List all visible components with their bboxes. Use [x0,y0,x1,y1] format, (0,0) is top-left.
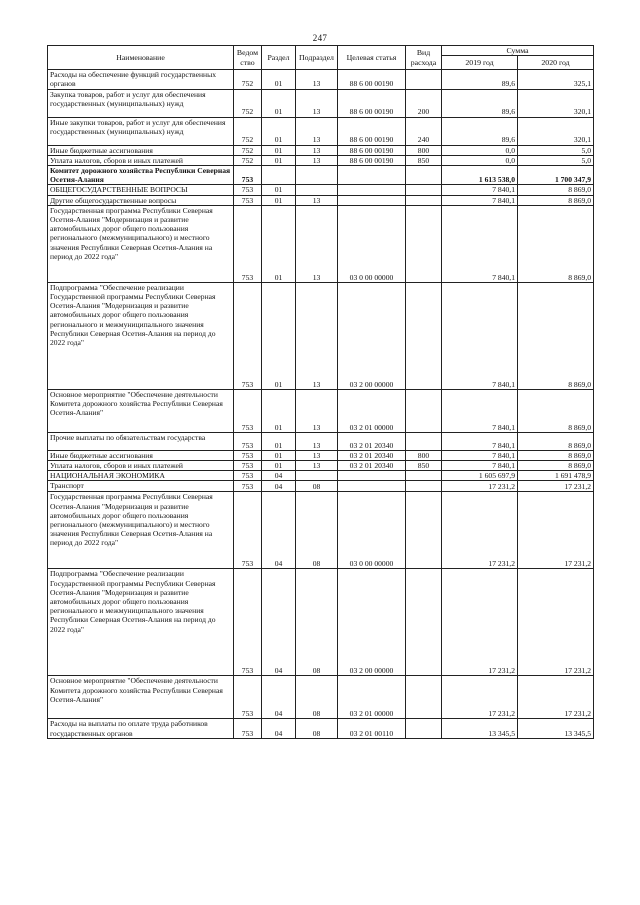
cell-2019: 7 840,1 [442,450,518,460]
cell-2019: 7 840,1 [442,432,518,450]
header-2020: 2020 год [518,56,594,70]
cell-vid [406,569,442,676]
cell-target: 88 6 00 00190 [338,117,406,145]
cell-target [338,195,406,205]
budget-table [47,45,594,739]
cell-podrazdel: 08 [296,676,338,719]
cell-name: НАЦИОНАЛЬНАЯ ЭКОНОМИКА [48,471,234,481]
table-row [48,492,594,569]
cell-name: Другие общегосударственные вопросы [48,195,234,205]
cell-name: Основное мероприятие "Обеспечение деятельности Комитета дорожного хозяйства Республики Северная Осетия-Алания" [48,676,234,719]
cell-vid [406,195,442,205]
table-row [48,450,594,460]
cell-target: 88 6 00 00190 [338,155,406,165]
cell-2019: 89,6 [442,89,518,117]
cell-2020: 5,0 [518,155,594,165]
cell-2019: 7 840,1 [442,389,518,432]
table-row [48,155,594,165]
header-2019: 2019 год [442,56,518,70]
cell-2019: 0,0 [442,145,518,155]
cell-2020: 8 869,0 [518,389,594,432]
cell-razdel: 04 [262,719,296,739]
cell-target: 03 2 01 20340 [338,461,406,471]
cell-name: Государственная программа Республики Северная Осетия-Алания "Модернизация и развитие автомобильных дорог общего пользования регионального (межмуниципального) и местного значения Республики Северная Осетия-Алания на период до 2022 года" [48,492,234,569]
cell-target: 88 6 00 00190 [338,145,406,155]
cell-2020: 8 869,0 [518,450,594,460]
cell-vid [406,166,442,185]
cell-target [338,185,406,195]
cell-2020: 8 869,0 [518,205,594,282]
cell-razdel: 01 [262,155,296,165]
cell-target [338,471,406,481]
cell-podrazdel: 13 [296,70,338,89]
cell-razdel: 01 [262,461,296,471]
header-razdel: Раздел [262,46,296,70]
cell-2020: 325,1 [518,70,594,89]
cell-2019: 89,6 [442,70,518,89]
cell-vedomstvo: 753 [234,569,262,676]
cell-2020: 17 231,2 [518,492,594,569]
cell-name: Расходы на обеспечение функций государственных органов [48,70,234,89]
cell-razdel: 01 [262,450,296,460]
cell-podrazdel [296,166,338,185]
cell-vedomstvo: 752 [234,89,262,117]
cell-2020: 8 869,0 [518,185,594,195]
cell-vid [406,676,442,719]
cell-razdel: 01 [262,89,296,117]
cell-podrazdel [296,471,338,481]
cell-name: Транспорт [48,481,234,492]
cell-2020: 8 869,0 [518,432,594,450]
cell-name: Подпрограмма "Обеспечение реализации Государственной программы Республики Северная Осетия-Алания "Модернизация и развитие автомобильных дорог общего пользования регионального и межмуниципального значения Республики Северная Осетия-Алания на период до 2022 года" [48,569,234,676]
cell-target: 03 2 01 20340 [338,432,406,450]
cell-vid [406,70,442,89]
cell-vedomstvo: 752 [234,145,262,155]
table-row [48,166,594,185]
table-row [48,432,594,450]
cell-razdel: 04 [262,569,296,676]
table-row [48,205,594,282]
cell-name: Государственная программа Республики Северная Осетия-Алания "Модернизация и развитие автомобильных дорог общего пользования регионального (межмуниципального) и местного значения Республики Северная Осетия-Алания на период до 2022 года" [48,205,234,282]
cell-target [338,166,406,185]
cell-name: Основное мероприятие "Обеспечение деятельности Комитета дорожного хозяйства Республики Северная Осетия-Алания" [48,389,234,432]
cell-2019: 89,6 [442,117,518,145]
cell-2019: 7 840,1 [442,195,518,205]
cell-vedomstvo: 752 [234,117,262,145]
cell-name: Закупка товаров, работ и услуг для обеспечения государственных (муниципальных) нужд [48,89,234,117]
cell-podrazdel: 13 [296,450,338,460]
cell-podrazdel: 13 [296,195,338,205]
cell-vedomstvo: 753 [234,719,262,739]
table-row [48,471,594,481]
header-sum: Сумма [442,46,594,56]
cell-podrazdel: 08 [296,719,338,739]
cell-podrazdel: 13 [296,432,338,450]
cell-vedomstvo: 752 [234,70,262,89]
cell-name: Иные бюджетные ассигнования [48,145,234,155]
cell-2019: 17 231,2 [442,676,518,719]
header-vid: Вид расхода [406,46,442,70]
cell-name: Иные закупки товаров, работ и услуг для обеспечения государственных (муниципальных) нужд [48,117,234,145]
cell-2020: 1 691 478,9 [518,471,594,481]
cell-target: 03 2 01 00000 [338,389,406,432]
cell-razdel: 01 [262,145,296,155]
cell-razdel: 01 [262,117,296,145]
cell-2019: 13 345,5 [442,719,518,739]
page-number: 247 [312,33,328,43]
cell-vid [406,471,442,481]
header-target: Целевая статья [338,46,406,70]
cell-razdel: 01 [262,282,296,389]
cell-razdel [262,166,296,185]
cell-vedomstvo: 753 [234,481,262,492]
cell-2020: 8 869,0 [518,282,594,389]
cell-vedomstvo: 753 [234,389,262,432]
cell-vid: 800 [406,145,442,155]
cell-target: 03 2 01 20340 [338,450,406,460]
cell-vedomstvo: 753 [234,461,262,471]
cell-2020: 1 700 347,9 [518,166,594,185]
cell-razdel: 04 [262,481,296,492]
cell-2020: 13 345,5 [518,719,594,739]
header-podrazdel: Подраздел [296,46,338,70]
cell-name: Комитет дорожного хозяйства Республики Северная Осетия-Алания [48,166,234,185]
cell-podrazdel: 08 [296,481,338,492]
cell-podrazdel: 13 [296,282,338,389]
cell-vid [406,389,442,432]
cell-vid: 850 [406,461,442,471]
cell-2019: 17 231,2 [442,569,518,676]
cell-razdel: 04 [262,471,296,481]
cell-2020: 17 231,2 [518,481,594,492]
cell-name: Иные бюджетные ассигнования [48,450,234,460]
cell-razdel: 04 [262,492,296,569]
cell-vedomstvo: 752 [234,155,262,165]
cell-target [338,481,406,492]
cell-2019: 1 613 538,0 [442,166,518,185]
table-row [48,719,594,739]
cell-2020: 320,1 [518,117,594,145]
table-row [48,117,594,145]
table-row [48,389,594,432]
cell-2020: 17 231,2 [518,569,594,676]
cell-vedomstvo: 753 [234,471,262,481]
cell-2019: 7 840,1 [442,282,518,389]
cell-target: 03 2 01 00000 [338,676,406,719]
table-row [48,282,594,389]
cell-target: 03 0 00 00000 [338,492,406,569]
cell-vedomstvo: 753 [234,205,262,282]
cell-vid [406,481,442,492]
cell-podrazdel: 13 [296,145,338,155]
cell-2020: 320,1 [518,89,594,117]
cell-2019: 0,0 [442,155,518,165]
table-row [48,481,594,492]
cell-podrazdel: 13 [296,117,338,145]
table-row [48,89,594,117]
cell-razdel: 01 [262,389,296,432]
table-row [48,70,594,89]
cell-razdel: 01 [262,432,296,450]
cell-vedomstvo: 753 [234,450,262,460]
cell-podrazdel: 13 [296,155,338,165]
table-row [48,195,594,205]
cell-vid [406,432,442,450]
cell-vid [406,719,442,739]
cell-razdel: 01 [262,70,296,89]
cell-vid: 240 [406,117,442,145]
cell-name: Подпрограмма "Обеспечение реализации Государственной программы Республики Северная Осетия-Алания "Модернизация и развитие автомобильных дорог общего пользования регионального и межмуниципального значения Республики Северная Осетия-Алания на период до 2022 года" [48,282,234,389]
cell-name: Прочие выплаты по обязательствам государства [48,432,234,450]
cell-2019: 17 231,2 [442,481,518,492]
cell-razdel: 01 [262,195,296,205]
cell-vedomstvo: 753 [234,432,262,450]
table-row [48,185,594,195]
cell-vid: 850 [406,155,442,165]
table-row [48,569,594,676]
cell-name: Расходы на выплаты по оплате труда работников государственных органов [48,719,234,739]
cell-razdel: 01 [262,185,296,195]
cell-target: 03 2 00 00000 [338,282,406,389]
cell-podrazdel [296,185,338,195]
cell-name: Уплата налогов, сборов и иных платежей [48,155,234,165]
cell-name: ОБЩЕГОСУДАРСТВЕННЫЕ ВОПРОСЫ [48,185,234,195]
cell-target: 03 2 00 00000 [338,569,406,676]
cell-2019: 7 840,1 [442,205,518,282]
cell-vedomstvo: 753 [234,166,262,185]
cell-name: Уплата налогов, сборов и иных платежей [48,461,234,471]
cell-vid [406,185,442,195]
cell-vedomstvo: 753 [234,676,262,719]
cell-vedomstvo: 753 [234,282,262,389]
cell-podrazdel: 13 [296,461,338,471]
cell-podrazdel: 13 [296,205,338,282]
cell-2019: 1 605 697,9 [442,471,518,481]
cell-vid [406,492,442,569]
cell-podrazdel: 08 [296,492,338,569]
cell-2019: 17 231,2 [442,492,518,569]
cell-vid [406,282,442,389]
cell-vedomstvo: 753 [234,185,262,195]
table-row [48,461,594,471]
cell-target: 88 6 00 00190 [338,89,406,117]
cell-podrazdel: 08 [296,569,338,676]
cell-2020: 8 869,0 [518,461,594,471]
cell-razdel: 01 [262,205,296,282]
cell-podrazdel: 13 [296,389,338,432]
cell-vedomstvo: 753 [234,492,262,569]
table-row [48,145,594,155]
cell-razdel: 04 [262,676,296,719]
cell-target: 88 6 00 00190 [338,70,406,89]
cell-podrazdel: 13 [296,89,338,117]
header-vedomstvo: Ведом ство [234,46,262,70]
table-body [48,70,594,739]
cell-vedomstvo: 753 [234,195,262,205]
table-row [48,676,594,719]
cell-vid: 200 [406,89,442,117]
cell-target: 03 0 00 00000 [338,205,406,282]
cell-2020: 17 231,2 [518,676,594,719]
cell-2019: 7 840,1 [442,185,518,195]
cell-vid: 800 [406,450,442,460]
cell-2020: 5,0 [518,145,594,155]
cell-vid [406,205,442,282]
header-name: Наименование [48,46,234,70]
cell-2020: 8 869,0 [518,195,594,205]
cell-2019: 7 840,1 [442,461,518,471]
cell-target: 03 2 01 00110 [338,719,406,739]
